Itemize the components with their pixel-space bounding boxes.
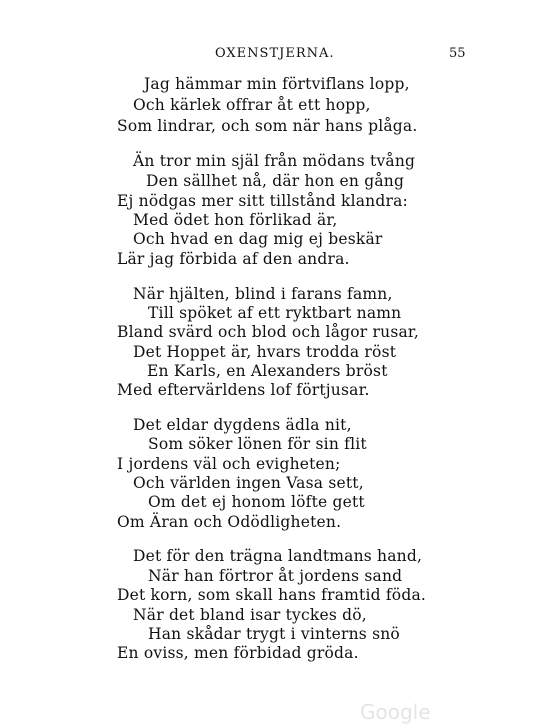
poem-line: Med ödet hon förlikad är, (133, 211, 338, 229)
watermark-logo: Google (360, 700, 431, 724)
poem-line: Som söker lönen för sin flit (148, 435, 367, 453)
poem-line: Den sällhet nå, där hon en gång (146, 172, 405, 190)
poem-line: Det korn, som skall hans framtid föda. (117, 586, 427, 604)
poem-line: Än tror min själ från mödans tvång (133, 152, 416, 170)
poem-line: När hjälten, blind i farans famn, (133, 285, 393, 303)
poem-line: En Karls, en Alexanders bröst (147, 362, 388, 380)
poem-line: Till spöket af ett ryktbart namn (148, 304, 402, 322)
poem-line: Det eldar dygdens ädla nit, (133, 416, 352, 434)
poem-line: Det för den trägna landtmans hand, (133, 547, 423, 565)
poem-line: Om Äran och Odödligheten. (117, 513, 342, 531)
poem-line: När det bland isar tyckes dö, (133, 606, 367, 624)
poem-line: Han skådar trygt i vinterns snö (148, 625, 400, 643)
poem-line: Bland svärd och blod och lågor rusar, (117, 323, 419, 341)
poem-line: Ej nödgas mer sitt tillstånd klandra: (117, 192, 408, 210)
poem-line: Lär jag förbida af den andra. (117, 250, 350, 268)
running-title: OXENSTJERNA. (215, 46, 335, 61)
poem-line: Med eftervärldens lof förtjusar. (117, 381, 370, 399)
poem-line: Jag hämmar min förtviflans lopp, (144, 75, 410, 93)
poem-line: Och hvad en dag mig ej beskär (133, 230, 383, 248)
poem-line: Och världen ingen Vasa sett, (133, 474, 364, 492)
poem-line: I jordens väl och evigheten; (117, 455, 341, 473)
poem-line: Om det ej honom löfte gett (148, 493, 365, 511)
poem-line: En oviss, men förbidad gröda. (117, 644, 359, 662)
poem-line: Och kärlek offrar åt ett hopp, (133, 96, 371, 114)
poem-line: När han förtror åt jordens sand (148, 567, 403, 585)
page-header (0, 46, 560, 66)
poem-line: Som lindrar, och som när hans plåga. (117, 117, 418, 135)
page-number: 55 (449, 46, 466, 61)
poem-line: Det Hoppet är, hvars trodda röst (133, 343, 397, 361)
